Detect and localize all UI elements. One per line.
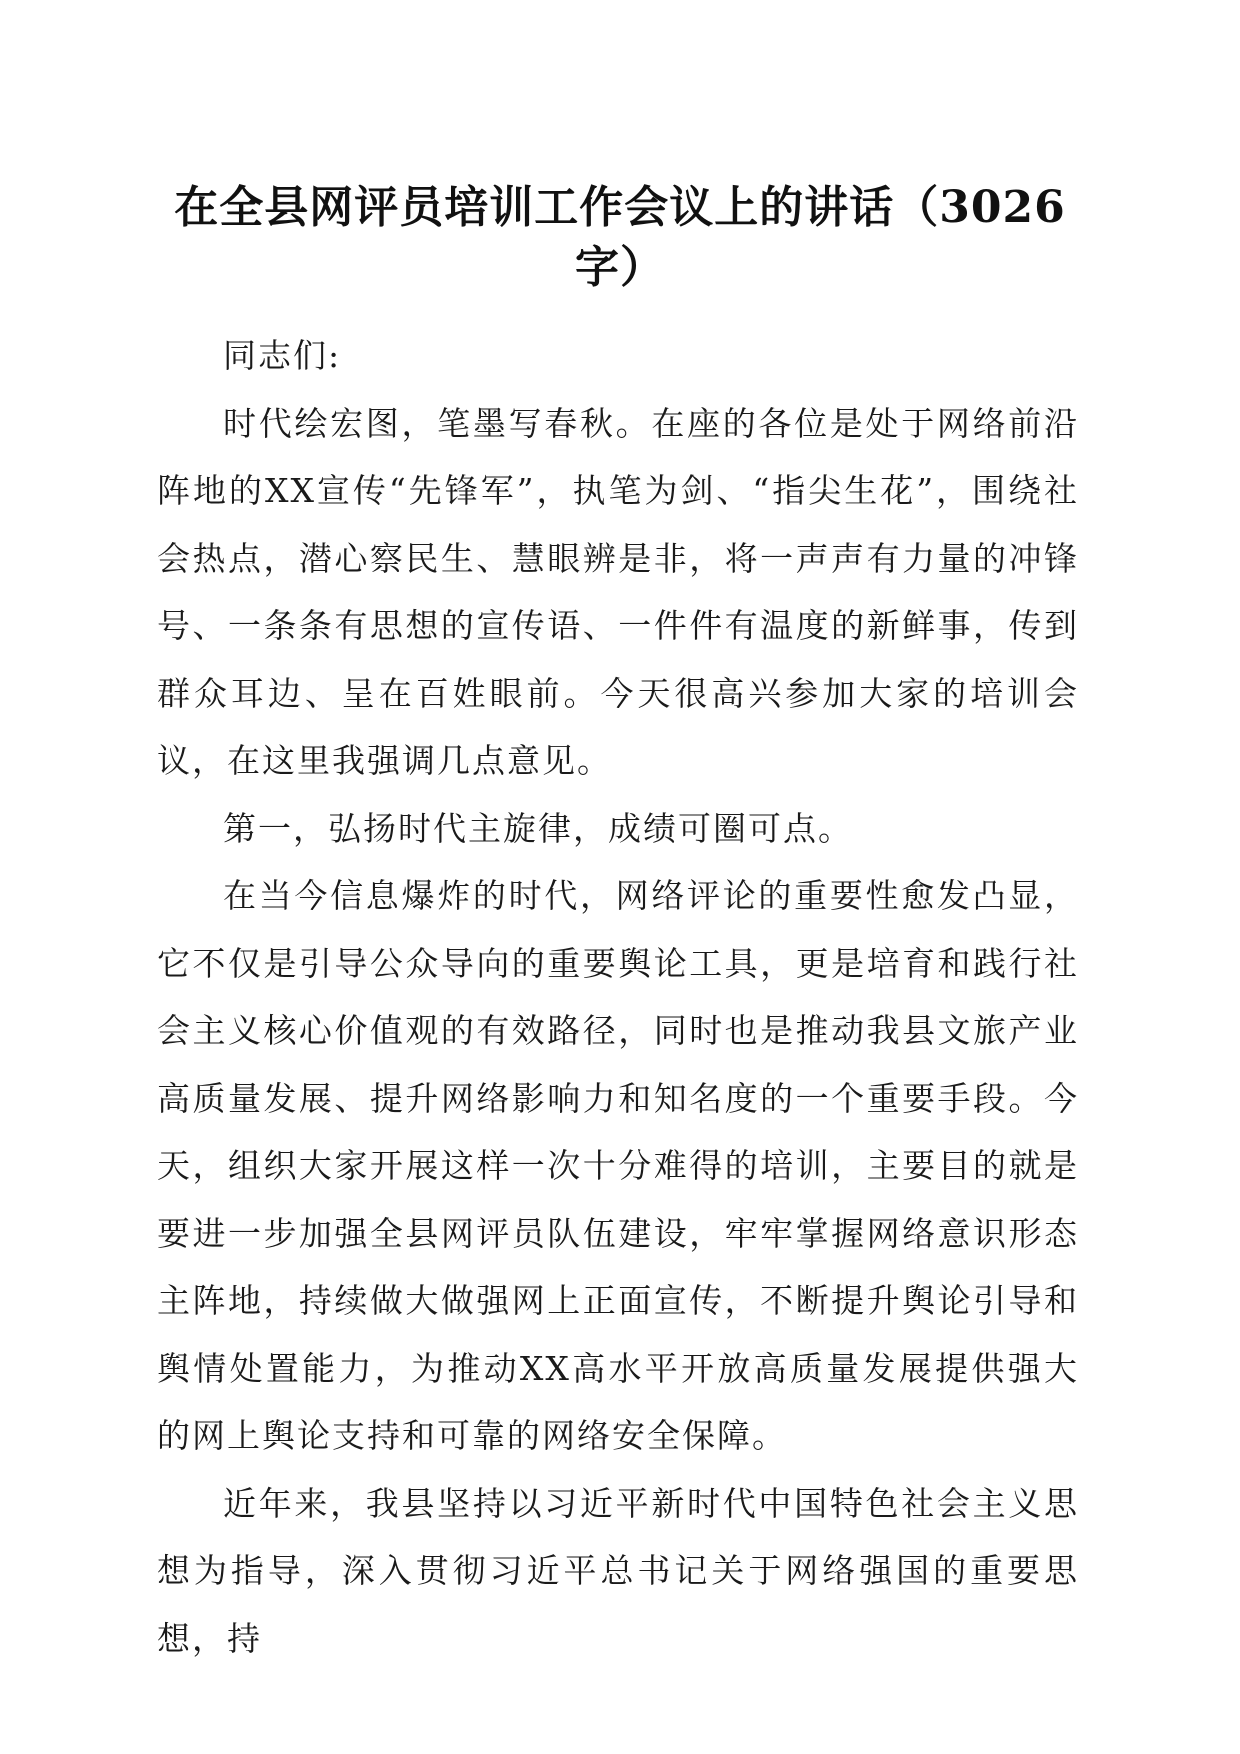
document-title: 在全县网评员培训工作会议上的讲话（3026字） xyxy=(174,182,1066,293)
section-heading-1: 第一，弘扬时代主旋律，成绩可圈可点。 xyxy=(223,808,853,848)
salutation: 同志们: xyxy=(223,336,342,375)
document-body xyxy=(157,322,1079,1672)
paragraph-body: 在当今信息爆炸的时代，网络评论的重要性愈发凸显，它不仅是引导公众导向的重要舆论工具，更是培育和践行社会主义核心价值观的有效路径，同时也是推动我县文旅产业高质量发展、提升网络影响力和知名度的一个重要手段。今天，组织大家开展这样一次十分难得的培训，主要目的就是要进一步加强全县网评员队伍建设，牢牢掌握网络意识形态主阵地，持续做大做强网上正面宣传，不断提升舆论引导和舆情处置能力，为推动XX高水平开放高质量发展提供强大的网上舆论支持和可靠的网络安全保障。 xyxy=(157,876,1079,1455)
paragraph-body: 近年来，我县坚持以习近平新时代中国特色社会主义思想为指导，深入贯彻习近平总书记关于网络强国的重要思想，持 xyxy=(157,1483,1079,1658)
paragraph-intro: 时代绘宏图，笔墨写春秋。在座的各位是处于网络前沿阵地的XX宣传“先锋军”，执笔为剑、“指尖生花”，围绕社会热点，潜心察民生、慧眼辨是非，将一声声有力量的冲锋号、一条条有思想的宣传语、一件件有温度的新鲜事，传到群众耳边、呈在百姓眼前。今天很高兴参加大家的培训会议，在这里我强调几点意见。 xyxy=(157,403,1079,780)
